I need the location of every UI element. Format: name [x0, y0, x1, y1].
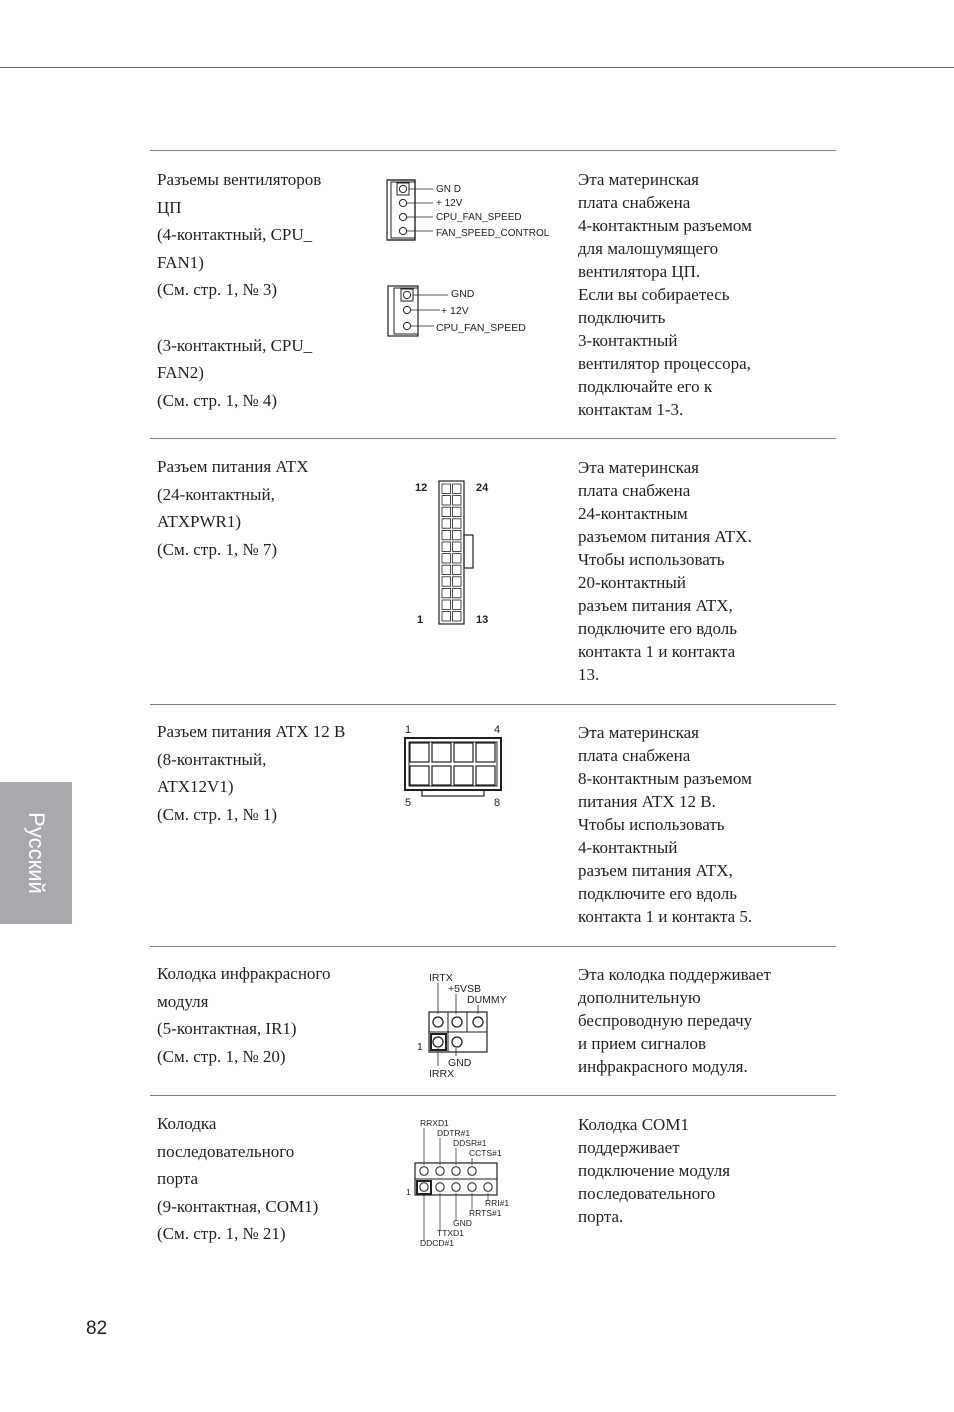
name-line: модуля	[157, 991, 209, 1011]
name-line: (См. стр. 1, № 21)	[157, 1224, 286, 1244]
desc-line: 20-контактный	[578, 573, 686, 592]
ir-pin-label: IRRX	[429, 1068, 455, 1080]
desc-line: разъем питания ATX,	[578, 861, 733, 880]
com-pin-label: GND	[453, 1218, 472, 1228]
desc-line: вентилятора ЦП.	[578, 262, 701, 281]
com-pin-label: DDTR#1	[437, 1128, 471, 1138]
desc-line: подключить	[578, 308, 666, 327]
ir-pin-label: +5VSB	[448, 983, 481, 995]
fan4-pin-label: FAN_SPEED_CONTROL	[436, 228, 550, 239]
atx12v-8pin-diagram	[400, 722, 510, 812]
section-divider	[150, 150, 836, 151]
atx12v-pin	[476, 766, 495, 785]
desc-line: 13.	[578, 665, 600, 684]
desc-line: подключение модуля	[578, 1161, 731, 1180]
desc-line: Колодка COM1	[578, 1115, 689, 1134]
name-line: ATX12V1)	[157, 777, 234, 797]
ir-pin-label: IRTX	[429, 972, 453, 984]
desc-line: 4-контактным разъемом	[578, 216, 752, 235]
fan3-pin-label: + 12V	[441, 305, 469, 317]
name-line: порта	[157, 1169, 199, 1189]
atx24-pin	[442, 519, 451, 528]
com-header-description	[578, 1113, 818, 1228]
desc-line: Чтобы использовать	[578, 815, 725, 834]
atx12v-pin-label: 4	[494, 724, 501, 736]
section-divider	[150, 438, 836, 439]
language-tab	[0, 782, 72, 924]
fan3-pin-label: GND	[451, 288, 475, 300]
page-number: 82	[86, 1318, 108, 1339]
language-tab-label: Русский	[24, 812, 49, 894]
atx24-pin	[442, 554, 451, 563]
com-pin	[468, 1167, 476, 1175]
com-pin-label: RRXD1	[420, 1118, 449, 1128]
top-rule	[0, 67, 954, 68]
atx24-pin-label: 1	[417, 614, 424, 626]
name-line	[157, 304, 372, 332]
desc-line: 24-контактным	[578, 504, 688, 523]
cpu-fan2-3pin-diagram	[386, 284, 546, 340]
desc-line: контактам 1-3.	[578, 400, 684, 419]
com-pin	[420, 1167, 428, 1175]
atx24-pin	[453, 612, 462, 621]
desc-line: контакта 1 и контакта 5.	[578, 907, 753, 926]
section-divider	[150, 704, 836, 705]
name-line: Разъем питания ATX	[157, 457, 309, 476]
name-line: (3-контактный, CPU_	[157, 335, 313, 355]
name-line: (См. стр. 1, № 1)	[157, 804, 278, 824]
name-line: (24-контактный,	[157, 484, 275, 504]
atx24-pin	[442, 577, 451, 586]
atx24-pin	[453, 600, 462, 609]
atx12v-pin-label: 1	[405, 724, 412, 736]
atx12v-pin	[476, 743, 495, 762]
com-pin	[436, 1167, 444, 1175]
com-pin	[436, 1183, 444, 1191]
com-pin-label: RRI#1	[485, 1198, 510, 1208]
com-pin	[452, 1183, 460, 1191]
desc-line: вентилятор процессора,	[578, 354, 751, 373]
fan4-pin-label: + 12V	[436, 198, 463, 209]
atx24-pin	[453, 496, 462, 505]
com-header-name	[157, 1110, 372, 1248]
atx24-pin-label: 12	[415, 482, 428, 494]
atx24-pin	[453, 484, 462, 493]
desc-line: и прием сигналов	[578, 1034, 707, 1053]
atx24-pin	[453, 554, 462, 563]
name-line: (4-контактный, CPU_	[157, 225, 313, 245]
atx12v-connector-description	[578, 721, 818, 928]
atx12v-connector-name	[157, 718, 372, 828]
desc-line: плата снабжена	[578, 746, 691, 765]
atx24-pin	[442, 496, 451, 505]
desc-line: порта.	[578, 1207, 624, 1226]
name-line: FAN2)	[157, 363, 204, 383]
ir-pin-label: DUMMY	[467, 994, 507, 1006]
section-divider	[150, 1095, 836, 1096]
ir-pin1-label: 1	[417, 1041, 423, 1053]
ir-header-description	[578, 963, 818, 1078]
atx24-pin	[442, 507, 451, 516]
atx24-pin	[453, 530, 462, 539]
desc-line: Чтобы использовать	[578, 550, 725, 569]
desc-line: разъем питания ATX,	[578, 596, 733, 615]
com-pin1-label: 1	[406, 1187, 411, 1197]
atx12v-pin	[432, 743, 451, 762]
desc-line: 4-контактный	[578, 838, 678, 857]
com-pin-label: TTXD1	[437, 1228, 464, 1238]
desc-line: Эта материнская	[578, 723, 699, 742]
com-pin	[484, 1183, 492, 1191]
com-pin	[452, 1167, 460, 1175]
atx12v-pin	[410, 766, 429, 785]
com-pin-label: CCTS#1	[469, 1148, 502, 1158]
ir-header-diagram	[414, 970, 524, 1082]
atx24-pin	[442, 530, 451, 539]
name-line: Колодка инфракрасного	[157, 964, 331, 983]
atx12v-pin-label: 8	[494, 797, 501, 809]
desc-line: Эта материнская	[578, 170, 699, 189]
name-line: (См. стр. 1, № 7)	[157, 539, 278, 559]
desc-line: Эта материнская	[578, 458, 699, 477]
atx12v-pin	[410, 743, 429, 762]
name-line: (9-контактная, COM1)	[157, 1196, 319, 1216]
name-line: FAN1)	[157, 252, 204, 272]
atx24-pin	[453, 542, 462, 551]
name-line: (См. стр. 1, № 4)	[157, 390, 278, 410]
desc-line: последовательного	[578, 1184, 716, 1203]
name-line: ЦП	[157, 197, 182, 217]
desc-line: подключите его вдоль	[578, 884, 738, 903]
atx24-pin	[453, 577, 462, 586]
atx24-pin	[453, 519, 462, 528]
desc-line: подключайте его к	[578, 377, 713, 396]
desc-line: для малошумящего	[578, 239, 719, 258]
atx24-pin	[442, 542, 451, 551]
cpu-fan-connector-description	[578, 168, 818, 421]
cpu-fan-connector-name	[157, 166, 372, 414]
name-line: Колодка	[157, 1114, 217, 1133]
com-header-diagram	[400, 1115, 530, 1251]
atx12v-pin	[432, 766, 451, 785]
atx24-pin	[442, 565, 451, 574]
fan4-pin-label: GN D	[436, 184, 461, 195]
atx24-pin	[442, 484, 451, 493]
atx24-pin-label: 24	[476, 482, 489, 494]
com-pin	[468, 1183, 476, 1191]
fan4-pin-label: CPU_FAN_SPEED	[436, 212, 522, 223]
atx24-pin	[453, 507, 462, 516]
desc-line: питания ATX 12 В.	[578, 792, 716, 811]
name-line: (5-контактная, IR1)	[157, 1019, 297, 1039]
name-line: Разъем питания ATX 12 В	[157, 722, 346, 741]
desc-line: подключите его вдоль	[578, 619, 738, 638]
cpu-fan1-4pin-diagram	[385, 178, 565, 244]
atx24-pin	[442, 612, 451, 621]
name-line: ATXPWR1)	[157, 512, 242, 532]
desc-line: 3-контактный	[578, 331, 678, 350]
name-line: (8-контактный,	[157, 749, 267, 769]
atx-power-connector-description	[578, 456, 818, 686]
ir-pin-label: GND	[448, 1057, 472, 1069]
desc-line: поддерживает	[578, 1138, 680, 1157]
com-pin	[420, 1183, 428, 1191]
atx-power-connector-name	[157, 453, 372, 563]
section-divider	[150, 946, 836, 947]
com-pin-label: RRTS#1	[469, 1208, 502, 1218]
atx12v-pin-label: 5	[405, 797, 412, 809]
desc-line: Если вы собираетесь	[578, 285, 730, 304]
name-line: последовательного	[157, 1141, 295, 1161]
atx24-pin	[453, 565, 462, 574]
atx24-pin	[453, 588, 462, 597]
desc-line: дополнительную	[578, 988, 701, 1007]
desc-line: беспроводную передачу	[578, 1011, 753, 1030]
desc-line: Эта колодка поддерживает	[578, 965, 771, 984]
com-pin-label: DDCD#1	[420, 1238, 455, 1248]
atx24-pin-label: 13	[476, 614, 489, 626]
name-line: Разъемы вентиляторов	[157, 170, 322, 189]
atx12v-pin	[454, 743, 473, 762]
desc-line: контакта 1 и контакта	[578, 642, 736, 661]
fan3-pin-label: CPU_FAN_SPEED	[436, 322, 526, 334]
ir-header-name	[157, 960, 372, 1070]
atx-24pin-diagram	[405, 476, 505, 632]
atx24-pin	[442, 600, 451, 609]
desc-line: разъемом питания ATX.	[578, 527, 752, 546]
desc-line: плата снабжена	[578, 193, 691, 212]
com-pin-label: DDSR#1	[453, 1138, 487, 1148]
name-line: (См. стр. 1, № 3)	[157, 280, 278, 300]
atx24-pin	[442, 588, 451, 597]
desc-line: инфракрасного модуля.	[578, 1057, 748, 1076]
atx12v-pin	[454, 766, 473, 785]
name-line: (См. стр. 1, № 20)	[157, 1046, 286, 1066]
desc-line: 8-контактным разъемом	[578, 769, 752, 788]
desc-line: плата снабжена	[578, 481, 691, 500]
